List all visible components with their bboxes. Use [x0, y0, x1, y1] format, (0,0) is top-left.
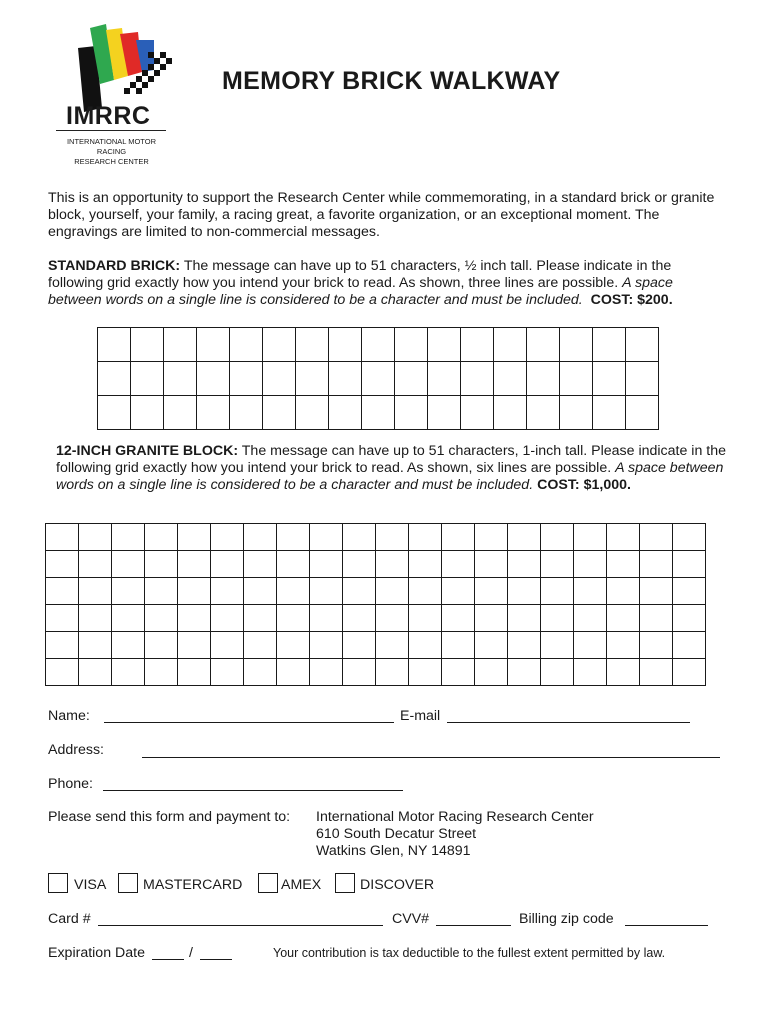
standard-brick-grid-cell[interactable]: [329, 396, 362, 430]
address-label: Address:: [48, 742, 104, 758]
visa-label: VISA: [74, 877, 107, 893]
standard-brick-grid-cell[interactable]: [329, 362, 362, 396]
standard-brick-grid: [97, 327, 659, 430]
granite-block-grid-cell[interactable]: [508, 578, 541, 605]
granite-block-grid-cell[interactable]: [145, 632, 178, 659]
standard-brick-grid-cell[interactable]: [263, 362, 296, 396]
granite-block-grid-cell[interactable]: [46, 524, 79, 551]
granite-block-grid-cell[interactable]: [508, 605, 541, 632]
granite-block-grid-cell[interactable]: [178, 551, 211, 578]
granite-block-grid-cell[interactable]: [541, 551, 574, 578]
granite-block-grid-cell[interactable]: [607, 632, 640, 659]
granite-block-grid-cell[interactable]: [343, 659, 376, 686]
expiration-month-field[interactable]: [152, 959, 184, 960]
discover-checkbox[interactable]: [335, 873, 355, 893]
standard-brick-grid-cell[interactable]: [230, 362, 263, 396]
granite-block-grid-cell[interactable]: [409, 659, 442, 686]
cvv-field[interactable]: [436, 925, 511, 926]
granite-block-grid-cell[interactable]: [442, 578, 475, 605]
standard-brick-grid-cell[interactable]: [428, 396, 461, 430]
address-field[interactable]: [142, 757, 720, 758]
granite-block-grid-cell[interactable]: [310, 605, 343, 632]
standard-brick-grid-cell[interactable]: [560, 328, 593, 362]
granite-block-grid-cell[interactable]: [145, 659, 178, 686]
mailing-address-line3: Watkins Glen, NY 14891: [316, 843, 471, 859]
logo-subtitle-line2: RESEARCH CENTER: [74, 157, 149, 166]
granite-block-grid-cell[interactable]: [343, 578, 376, 605]
granite-block-grid-cell[interactable]: [442, 632, 475, 659]
granite-block-grid-cell[interactable]: [244, 659, 277, 686]
granite-block-grid-cell[interactable]: [244, 524, 277, 551]
granite-block-grid-cell[interactable]: [376, 578, 409, 605]
granite-block-grid-cell[interactable]: [607, 524, 640, 551]
page-title: MEMORY BRICK WALKWAY: [222, 67, 561, 95]
granite-block-grid-cell[interactable]: [574, 632, 607, 659]
standard-brick-grid-cell[interactable]: [263, 328, 296, 362]
standard-brick-grid-cell[interactable]: [560, 396, 593, 430]
granite-block-grid-row: [46, 524, 706, 551]
granite-block-grid-cell[interactable]: [376, 605, 409, 632]
granite-block-grid-cell[interactable]: [79, 605, 112, 632]
granite-block-grid-cell[interactable]: [46, 632, 79, 659]
standard-brick-grid-cell[interactable]: [461, 362, 494, 396]
granite-block-grid-cell[interactable]: [475, 632, 508, 659]
granite-block-grid-cell[interactable]: [79, 659, 112, 686]
granite-block-grid-cell[interactable]: [574, 659, 607, 686]
granite-block-grid-cell[interactable]: [475, 551, 508, 578]
email-field[interactable]: [447, 722, 690, 723]
granite-block-grid-cell[interactable]: [409, 551, 442, 578]
standard-brick-text: The message can have up to 51 characters, ½ inch tall. Please indicate in the following grid exactly how you intend your brick to read. As shown, three lines are possible.: [48, 258, 672, 291]
granite-block-grid-cell[interactable]: [79, 578, 112, 605]
granite-block-grid-cell[interactable]: [145, 605, 178, 632]
standard-brick-grid-cell[interactable]: [626, 396, 659, 430]
granite-block-grid-cell[interactable]: [79, 524, 112, 551]
granite-block-grid-cell[interactable]: [244, 551, 277, 578]
granite-block-grid-cell[interactable]: [343, 632, 376, 659]
granite-block-grid-cell[interactable]: [46, 578, 79, 605]
standard-brick-grid-cell[interactable]: [230, 328, 263, 362]
granite-block-grid-cell[interactable]: [409, 632, 442, 659]
standard-brick-grid-cell[interactable]: [98, 328, 131, 362]
granite-block-grid-cell[interactable]: [475, 605, 508, 632]
standard-brick-grid-cell[interactable]: [329, 328, 362, 362]
visa-checkbox[interactable]: [48, 873, 68, 893]
granite-block-grid-cell[interactable]: [112, 659, 145, 686]
granite-block-grid-cell[interactable]: [376, 551, 409, 578]
standard-brick-grid-cell[interactable]: [461, 396, 494, 430]
granite-block-grid-cell[interactable]: [475, 659, 508, 686]
granite-block-grid-cell[interactable]: [310, 632, 343, 659]
standard-brick-grid-cell[interactable]: [626, 328, 659, 362]
granite-block-grid-cell[interactable]: [640, 524, 673, 551]
granite-block-grid-cell[interactable]: [607, 605, 640, 632]
granite-block-grid-row: [46, 659, 706, 686]
granite-block-grid-cell[interactable]: [145, 578, 178, 605]
granite-block-grid-cell[interactable]: [640, 632, 673, 659]
granite-block-grid-cell[interactable]: [673, 551, 706, 578]
granite-block-grid-cell[interactable]: [178, 632, 211, 659]
expiration-year-field[interactable]: [200, 959, 232, 960]
granite-block-grid-cell[interactable]: [541, 659, 574, 686]
standard-brick-grid-cell[interactable]: [296, 362, 329, 396]
granite-block-text: The message can have up to 51 characters, 1-inch tall. Please indicate in the following grid exactly how you intend your brick to read. As shown, six lines are possible.: [56, 443, 726, 476]
standard-brick-grid-cell[interactable]: [527, 362, 560, 396]
granite-block-grid-cell[interactable]: [541, 605, 574, 632]
granite-block-grid-row: [46, 605, 706, 632]
granite-block-grid-cell[interactable]: [640, 578, 673, 605]
standard-brick-grid-cell[interactable]: [197, 362, 230, 396]
granite-block-grid-cell[interactable]: [640, 551, 673, 578]
granite-block-grid-cell[interactable]: [310, 551, 343, 578]
granite-block-grid-cell[interactable]: [673, 659, 706, 686]
granite-block-grid-cell[interactable]: [343, 551, 376, 578]
granite-block-grid-cell[interactable]: [46, 659, 79, 686]
granite-block-grid-cell[interactable]: [376, 632, 409, 659]
granite-block-grid-cell[interactable]: [244, 632, 277, 659]
standard-brick-cost: COST: $200.: [590, 292, 673, 308]
granite-block-grid-cell[interactable]: [112, 524, 145, 551]
expiration-label: Expiration Date: [48, 945, 145, 961]
granite-block-grid-cell[interactable]: [475, 578, 508, 605]
standard-brick-grid-cell[interactable]: [131, 396, 164, 430]
granite-block-grid-cell[interactable]: [574, 551, 607, 578]
standard-brick-grid-cell[interactable]: [395, 328, 428, 362]
granite-block-grid-cell[interactable]: [211, 578, 244, 605]
mastercard-label: MASTERCARD: [143, 877, 243, 893]
granite-block-grid-cell[interactable]: [310, 659, 343, 686]
standard-brick-grid-cell[interactable]: [296, 328, 329, 362]
granite-block-grid-cell[interactable]: [574, 578, 607, 605]
granite-block-grid-cell[interactable]: [541, 578, 574, 605]
granite-block-note: A space between words on a single line is considered to be a character and must be included.: [56, 460, 724, 493]
granite-block-grid-cell[interactable]: [442, 659, 475, 686]
standard-brick-grid-cell[interactable]: [230, 396, 263, 430]
granite-block-grid-cell[interactable]: [376, 524, 409, 551]
granite-block-grid-cell[interactable]: [211, 524, 244, 551]
granite-block-cost: COST: $1,000.: [537, 477, 631, 493]
standard-brick-grid-cell[interactable]: [527, 396, 560, 430]
granite-block-grid-cell[interactable]: [211, 659, 244, 686]
granite-block-grid-cell[interactable]: [178, 605, 211, 632]
standard-brick-grid-cell[interactable]: [362, 396, 395, 430]
standard-brick-grid-cell[interactable]: [593, 396, 626, 430]
standard-brick-grid-cell[interactable]: [494, 362, 527, 396]
granite-block-grid-row: [46, 578, 706, 605]
granite-block-grid-cell[interactable]: [508, 524, 541, 551]
granite-block-grid-cell[interactable]: [145, 551, 178, 578]
standard-brick-grid-cell[interactable]: [362, 328, 395, 362]
standard-brick-grid-cell[interactable]: [362, 362, 395, 396]
granite-block-grid-cell[interactable]: [607, 551, 640, 578]
standard-brick-grid-cell[interactable]: [494, 396, 527, 430]
standard-brick-grid-cell[interactable]: [131, 362, 164, 396]
granite-block-grid-cell[interactable]: [442, 605, 475, 632]
granite-block-grid-cell[interactable]: [244, 578, 277, 605]
granite-block-grid-cell[interactable]: [244, 605, 277, 632]
granite-block-grid-cell[interactable]: [673, 524, 706, 551]
standard-brick-grid-cell[interactable]: [131, 328, 164, 362]
send-to-label: Please send this form and payment to:: [48, 809, 291, 825]
standard-brick-grid-cell[interactable]: [593, 362, 626, 396]
tax-deductible-note: Your contribution is tax deductible to the fullest extent permitted by law.: [273, 946, 666, 960]
standard-brick-grid-cell[interactable]: [98, 362, 131, 396]
logo-wordmark: IMRRC: [66, 102, 151, 130]
granite-block-grid-cell[interactable]: [277, 659, 310, 686]
standard-brick-grid-row: [98, 396, 659, 430]
granite-block-grid-cell[interactable]: [79, 632, 112, 659]
granite-block-grid-cell[interactable]: [112, 632, 145, 659]
standard-brick-grid-cell[interactable]: [197, 328, 230, 362]
standard-brick-grid-cell[interactable]: [494, 328, 527, 362]
intro-paragraph: This is an opportunity to support the Research Center while commemorating, in a standard brick or granite block, yourself, your family, a racing great, a favorite organization, or an exceptional moment. The engravings are limited to non-commercial messages.: [48, 190, 715, 240]
granite-block-grid-cell[interactable]: [673, 605, 706, 632]
logo-divider: [56, 130, 166, 131]
standard-brick-heading: STANDARD BRICK:: [48, 258, 181, 274]
granite-block-grid-cell[interactable]: [475, 524, 508, 551]
granite-block-grid-cell[interactable]: [79, 551, 112, 578]
granite-block-grid-cell[interactable]: [508, 632, 541, 659]
granite-block-grid-cell[interactable]: [442, 551, 475, 578]
granite-block-grid-row: [46, 551, 706, 578]
standard-brick-grid-cell[interactable]: [428, 328, 461, 362]
granite-block-grid-cell[interactable]: [409, 605, 442, 632]
granite-block-grid-cell[interactable]: [607, 659, 640, 686]
mailing-address: [316, 809, 594, 860]
granite-block-grid-cell[interactable]: [277, 632, 310, 659]
standard-brick-grid-cell[interactable]: [197, 396, 230, 430]
granite-block-grid-cell[interactable]: [178, 578, 211, 605]
granite-block-grid-cell[interactable]: [574, 524, 607, 551]
standard-brick-note: A space between words on a single line is considered to be a character and must be included.: [48, 275, 673, 308]
granite-block-grid-row: [46, 632, 706, 659]
granite-block-grid-cell[interactable]: [673, 578, 706, 605]
standard-brick-grid-cell[interactable]: [461, 328, 494, 362]
standard-brick-grid-cell[interactable]: [98, 396, 131, 430]
standard-brick-grid-cell[interactable]: [593, 328, 626, 362]
granite-block-grid-cell[interactable]: [574, 605, 607, 632]
granite-block-grid-cell[interactable]: [178, 659, 211, 686]
granite-block-grid-cell[interactable]: [508, 659, 541, 686]
granite-block-grid-cell[interactable]: [277, 605, 310, 632]
granite-block-grid-cell[interactable]: [541, 524, 574, 551]
granite-block-grid-cell[interactable]: [442, 524, 475, 551]
expiration-separator: /: [189, 945, 193, 961]
card-number-label: Card #: [48, 911, 91, 927]
granite-block-grid-cell[interactable]: [640, 659, 673, 686]
amex-label: AMEX: [281, 877, 322, 893]
granite-block-grid-cell[interactable]: [277, 578, 310, 605]
standard-brick-grid-cell[interactable]: [527, 328, 560, 362]
standard-brick-grid-cell[interactable]: [626, 362, 659, 396]
standard-brick-grid-cell[interactable]: [428, 362, 461, 396]
granite-block-grid-cell[interactable]: [541, 632, 574, 659]
name-label: Name:: [48, 708, 90, 724]
standard-brick-grid-cell[interactable]: [395, 396, 428, 430]
email-label: E-mail: [400, 708, 441, 724]
granite-block-grid-cell[interactable]: [409, 578, 442, 605]
cvv-label: CVV#: [392, 911, 430, 927]
phone-field[interactable]: [103, 790, 403, 791]
mailing-address-line2: 610 South Decatur Street: [316, 826, 477, 842]
granite-block-grid-cell[interactable]: [46, 605, 79, 632]
standard-brick-description: [48, 258, 728, 309]
standard-brick-grid-cell[interactable]: [296, 396, 329, 430]
granite-block-grid-cell[interactable]: [112, 605, 145, 632]
standard-brick-grid-row: [98, 328, 659, 362]
granite-block-grid-cell[interactable]: [145, 524, 178, 551]
standard-brick-grid-cell[interactable]: [164, 362, 197, 396]
logo-subtitle: [54, 137, 169, 167]
standard-brick-grid-row: [98, 362, 659, 396]
granite-block-grid-cell[interactable]: [310, 578, 343, 605]
billing-zip-field[interactable]: [625, 925, 708, 926]
amex-checkbox[interactable]: [258, 873, 278, 893]
card-number-field[interactable]: [98, 925, 383, 926]
granite-block-grid-cell[interactable]: [46, 551, 79, 578]
granite-block-grid-cell[interactable]: [508, 551, 541, 578]
standard-brick-grid-cell[interactable]: [164, 328, 197, 362]
discover-label: DISCOVER: [360, 877, 435, 893]
granite-block-grid-cell[interactable]: [211, 551, 244, 578]
standard-brick-grid-cell[interactable]: [560, 362, 593, 396]
granite-block-heading: 12-INCH GRANITE BLOCK:: [56, 443, 239, 459]
standard-brick-grid-cell[interactable]: [164, 396, 197, 430]
granite-block-grid: [45, 523, 706, 686]
granite-block-grid-cell[interactable]: [277, 551, 310, 578]
granite-block-grid-cell[interactable]: [376, 659, 409, 686]
granite-block-grid-cell[interactable]: [112, 551, 145, 578]
granite-block-grid-cell[interactable]: [277, 524, 310, 551]
granite-block-grid-cell[interactable]: [409, 524, 442, 551]
granite-block-grid-cell[interactable]: [178, 524, 211, 551]
granite-block-grid-cell[interactable]: [343, 605, 376, 632]
granite-block-grid-cell[interactable]: [640, 605, 673, 632]
granite-block-grid-cell[interactable]: [112, 578, 145, 605]
granite-block-grid-cell[interactable]: [673, 632, 706, 659]
standard-brick-grid-cell[interactable]: [263, 396, 296, 430]
logo-subtitle-line1: INTERNATIONAL MOTOR RACING: [66, 137, 157, 156]
mastercard-checkbox[interactable]: [118, 873, 138, 893]
granite-block-grid-cell[interactable]: [607, 578, 640, 605]
mailing-address-line1: International Motor Racing Research Center: [316, 809, 594, 825]
granite-block-description: [56, 443, 728, 494]
granite-block-grid-cell[interactable]: [211, 605, 244, 632]
granite-block-grid-cell[interactable]: [310, 524, 343, 551]
granite-block-grid-cell[interactable]: [211, 632, 244, 659]
granite-block-grid-cell[interactable]: [343, 524, 376, 551]
name-field[interactable]: [104, 722, 394, 723]
billing-zip-label: Billing zip code: [519, 911, 614, 927]
standard-brick-grid-cell[interactable]: [395, 362, 428, 396]
phone-label: Phone:: [48, 776, 93, 792]
